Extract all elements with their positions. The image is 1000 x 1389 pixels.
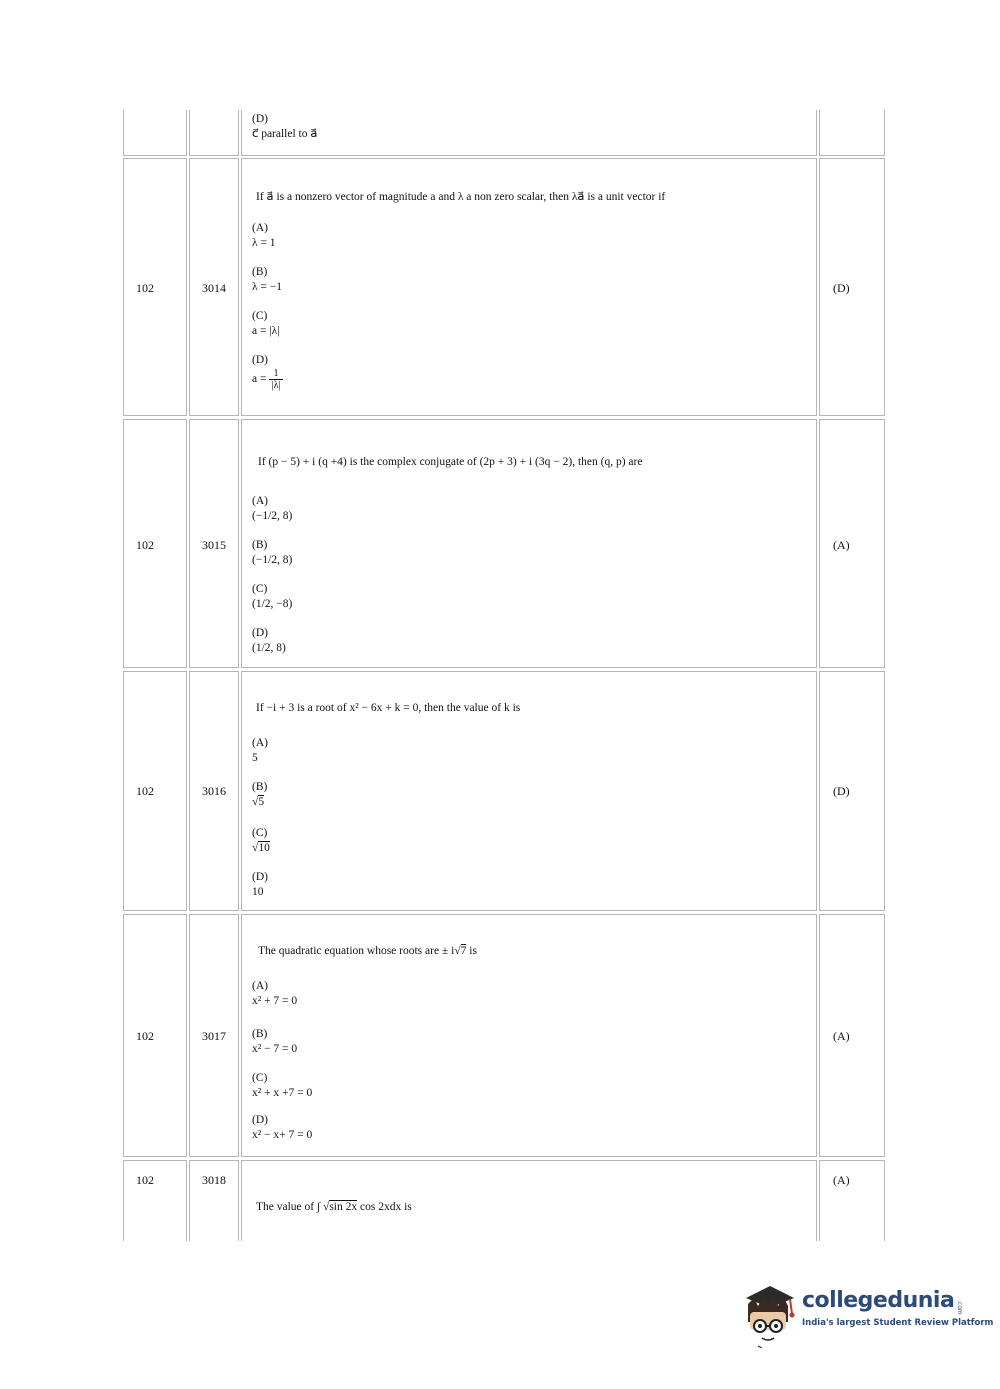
- question-cell: [241, 110, 817, 156]
- question-text-suffix: cos 2xdx is: [357, 1201, 412, 1213]
- paper-cell: [123, 1160, 187, 1241]
- option-a: [252, 494, 292, 524]
- question-text: If −i + 3 is a root of x² − 6x + k = 0, then the value of k is: [256, 702, 521, 714]
- option-c: [252, 309, 280, 339]
- question-cell: [241, 419, 817, 668]
- option-b: [252, 1027, 297, 1057]
- option-label: (A): [252, 980, 268, 992]
- option-d: [252, 626, 286, 656]
- question-id: 3017: [202, 1029, 226, 1043]
- paper-code: 102: [136, 538, 154, 552]
- logo-wordmark: collegedunia: [802, 1288, 955, 1313]
- question-cell: [241, 158, 817, 416]
- answer-cell: [819, 671, 885, 911]
- question-cell: [241, 671, 817, 911]
- option-label: (B): [252, 781, 268, 793]
- option-value: λ = 1: [252, 237, 276, 249]
- paper-code: 102: [136, 1029, 154, 1043]
- question-cell: [241, 1160, 817, 1241]
- option-value: (−1/2, 8): [252, 510, 293, 522]
- option-value: [252, 841, 270, 856]
- option-value: (1/2, 8): [252, 642, 286, 654]
- option-value: (−1/2, 8): [252, 554, 293, 566]
- answer-cell: [819, 158, 885, 416]
- question-id-cell: [189, 671, 239, 911]
- question-id: 3014: [202, 281, 226, 295]
- answer-cell: [819, 914, 885, 1157]
- question-cell: [241, 914, 817, 1157]
- option-b: [252, 538, 292, 568]
- answer-key: (D): [833, 784, 850, 798]
- option-a: [252, 736, 268, 766]
- option-label: (A): [252, 222, 268, 234]
- question-id-cell: [189, 1160, 239, 1241]
- option-b: [252, 265, 282, 295]
- radical-sign: √: [454, 945, 461, 957]
- paper-code: 102: [136, 1173, 154, 1187]
- option-c: [252, 1071, 312, 1101]
- option-label: (C): [252, 827, 268, 839]
- option-label: (C): [252, 583, 268, 595]
- option-a: [252, 979, 297, 1009]
- option-label: (D): [252, 871, 268, 883]
- radicand: sin 2x: [329, 1201, 358, 1213]
- paper-cell: [123, 914, 187, 1157]
- answer-cell: [819, 110, 885, 156]
- paper-code: 102: [136, 784, 154, 798]
- question-text: [256, 1201, 412, 1213]
- option-value: x² + 7 = 0: [252, 995, 298, 1007]
- table-row: [123, 419, 885, 668]
- question-id-cell: [189, 419, 239, 668]
- option-c: [252, 582, 292, 612]
- option-value: x² + x +7 = 0: [252, 1087, 313, 1099]
- option-value: [252, 368, 283, 391]
- option-label: (C): [252, 310, 268, 322]
- option-value: x² − 7 = 0: [252, 1043, 298, 1055]
- option-value: 5: [252, 752, 258, 764]
- fraction-denominator: |λ|: [271, 380, 281, 391]
- table-row: [123, 671, 885, 911]
- question-text: If (p − 5) + i (q +4) is the complex conjugate of (2p + 3) + i (3q − 2), then (q, p) are: [258, 456, 643, 468]
- fraction: [269, 368, 282, 391]
- option-value-prefix: a =: [252, 373, 267, 386]
- question-text: [258, 945, 477, 957]
- option-label: (A): [252, 737, 268, 749]
- option-label: (A): [252, 495, 268, 507]
- option-value: (1/2, −8): [252, 598, 293, 610]
- option-value: λ = −1: [252, 281, 283, 293]
- option-label: (D): [252, 627, 268, 639]
- radical-sign: √: [252, 842, 259, 854]
- option-label: (D): [252, 113, 268, 125]
- radical-sign: √: [252, 796, 259, 808]
- option-d: [252, 353, 283, 391]
- option-value: 10: [252, 886, 264, 898]
- radical-sign: √: [323, 1201, 330, 1213]
- question-id-cell: [189, 110, 239, 156]
- option-d: [252, 1113, 312, 1143]
- table-row: [123, 158, 885, 416]
- paper-cell: [123, 158, 187, 416]
- option-label: (B): [252, 266, 268, 278]
- option-c: [252, 826, 270, 856]
- option-label: (B): [252, 539, 268, 551]
- radicand: 5: [258, 796, 265, 808]
- question-text-prefix: The quadratic equation whose roots are ± i: [258, 945, 455, 957]
- answer-cell: [819, 419, 885, 668]
- logo-domain: .com: [956, 1300, 963, 1315]
- table-row: [123, 1160, 885, 1241]
- option-label: (C): [252, 1072, 268, 1084]
- option-label: (B): [252, 1028, 268, 1040]
- paper-code: 102: [136, 281, 154, 295]
- option-value: [252, 795, 267, 810]
- option-d: [252, 870, 268, 900]
- radicand: 10: [258, 842, 270, 854]
- mascot-icon: [740, 1282, 800, 1348]
- table-row: [123, 110, 885, 156]
- option-b: [252, 780, 267, 810]
- question-id: 3015: [202, 538, 226, 552]
- option-value: a = |λ|: [252, 325, 280, 337]
- answer-key: (A): [833, 538, 850, 552]
- radicand: 7: [460, 945, 467, 957]
- paper-cell: [123, 419, 187, 668]
- table-row: [123, 914, 885, 1157]
- question-text-prefix: The value of ∫: [256, 1201, 324, 1213]
- question-id: 3018: [202, 1173, 226, 1187]
- answer-key: (D): [833, 281, 850, 295]
- option-a: [252, 221, 276, 251]
- option-value: x² − x+ 7 = 0: [252, 1129, 313, 1141]
- question-text: If a⃗ is a nonzero vector of magnitude a and λ a non zero scalar, then λa⃗ is a unit vector if: [256, 191, 666, 203]
- option-label: (D): [252, 354, 268, 366]
- collegedunia-logo: [740, 1282, 994, 1352]
- option-value: c⃗ parallel to a⃗: [252, 128, 318, 140]
- paper-cell: [123, 671, 187, 911]
- answer-key: (A): [833, 1173, 850, 1187]
- answer-cell: [819, 1160, 885, 1241]
- question-id-cell: [189, 914, 239, 1157]
- question-id: 3016: [202, 784, 226, 798]
- paper-cell: [123, 110, 187, 156]
- question-id-cell: [189, 158, 239, 416]
- fraction-numerator: 1: [269, 368, 282, 380]
- question-text-suffix: is: [466, 945, 477, 957]
- option-d: [252, 112, 317, 142]
- answer-key: (A): [833, 1029, 850, 1043]
- option-label: (D): [252, 1114, 268, 1126]
- logo-tagline: India's largest Student Review Platform: [802, 1318, 994, 1328]
